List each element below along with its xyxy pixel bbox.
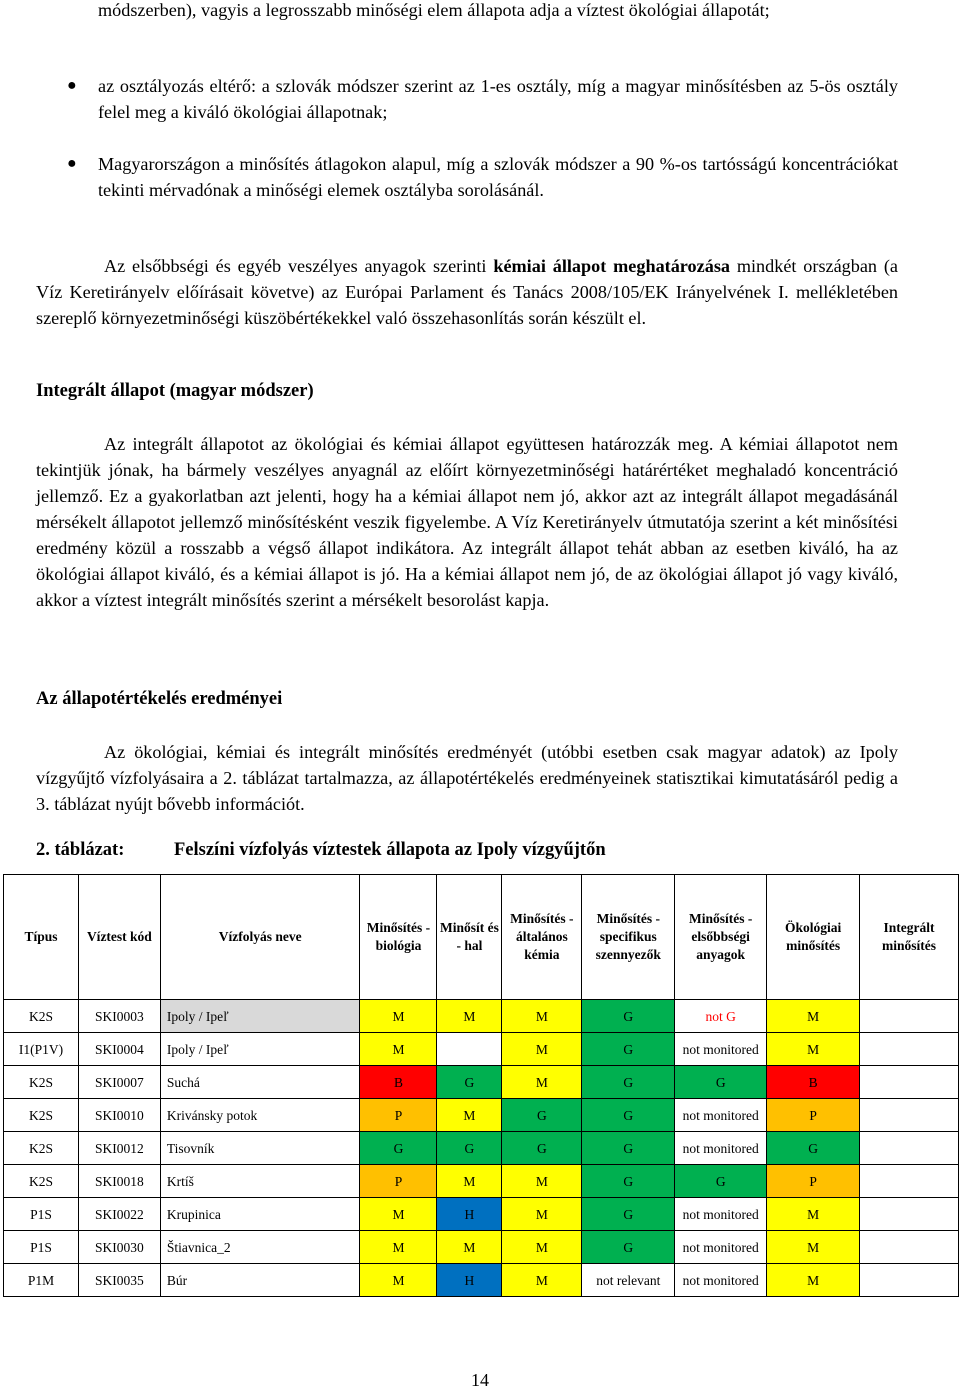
cell-type: K2S [4, 1066, 79, 1099]
cell-type: P1S [4, 1231, 79, 1264]
cell-code: SKI0007 [78, 1066, 160, 1099]
cell-integrated [860, 1198, 959, 1231]
table-caption-title: Felszíni vízfolyás víztestek állapota az Ipoly vízgyűjtőn [174, 840, 606, 860]
chemical-state-paragraph: Az elsőbbségi és egyéb veszélyes anyagok szerinti kémiai állapot meghatározása mindkét országban (a Víz Keretirányelv előírásait követve) az Európai Parlament és Tanács 2008/105/EK Irányelvének I. mellékletében szereplő környezetminőségi küszöbértékekkel való összehasonlítás során készült el. [36, 256, 899, 328]
cell-general-chemistry: M [502, 1198, 582, 1231]
cell-specific-pollutants: G [582, 1165, 675, 1198]
header-fish: Minősít és - hal [437, 875, 502, 1000]
cell-code: SKI0004 [78, 1033, 160, 1066]
header-type: Típus [4, 875, 79, 1000]
cell-fish: G [437, 1066, 502, 1099]
cell-name: Štiavnica_2 [160, 1231, 360, 1264]
cell-type: K2S [4, 1132, 79, 1165]
header-priority-substances: Minősítés - elsőbbségi anyagok [675, 875, 767, 1000]
cell-type: K2S [4, 1165, 79, 1198]
results-heading: Az állapotértékelés eredményei [36, 689, 283, 709]
table-row [4, 1165, 959, 1198]
table-row [4, 1198, 959, 1231]
table-row [4, 1231, 959, 1264]
cell-biology: M [360, 1264, 437, 1297]
cell-general-chemistry: M [502, 1033, 582, 1066]
cell-name: Búr [160, 1264, 360, 1297]
cell-name: Krivánsky potok [160, 1099, 360, 1132]
cell-general-chemistry: M [502, 1165, 582, 1198]
cell-name: Ipoly / Ipeľ [160, 1033, 360, 1066]
cell-code: SKI0012 [78, 1132, 160, 1165]
cell-specific-pollutants: G [582, 1000, 675, 1033]
cell-integrated [860, 1000, 959, 1033]
cell-integrated [860, 1132, 959, 1165]
integrated-state-paragraph: Az integrált állapotot az ökológiai és kémiai állapot együttesen határozzák meg. A kémiai állapotot nem tekintjük jónak, ha bármely veszélyes anyagnál az előírt környezetminőségi határértéket meghaladó koncentráció jellemző. Ez a gyakorlatban azt jelenti, hogy ha a kémiai állapot nem jó, akkor azt az integrált állapot megadásánál mérsékelt állapotot jellemző minősítésként veszik figyelembe. A Víz Keretirányelv útmutatója szerint a két minősítési eredmény közül a rosszabb a végső állapot indikátora. Az integrált állapot tehát abban az esetben kiváló, ha az ökológiai állapot kiváló, és a kémiai állapot is jó. Ha a kémiai állapot nem jó, de az ökológiai állapot jó vagy kiváló, akkor a víztest integrált minősítés szerint a mérsékelt besorolást kapja. [36, 434, 898, 610]
cell-priority-substances: not monitored [675, 1264, 767, 1297]
bullet-item [67, 73, 898, 125]
cell-priority-substances: not G [675, 1000, 767, 1033]
water-bodies-table [3, 874, 959, 1297]
cell-priority-substances: not monitored [675, 1198, 767, 1231]
cell-general-chemistry: G [502, 1099, 582, 1132]
cell-specific-pollutants: G [582, 1198, 675, 1231]
cell-priority-substances: not monitored [675, 1033, 767, 1066]
cell-fish: M [437, 1165, 502, 1198]
bullet-item [67, 151, 898, 203]
cell-name: Tisovník [160, 1132, 360, 1165]
header-ecological: Ökológiai minősítés [767, 875, 860, 1000]
table-row [4, 1033, 959, 1066]
cell-biology: P [360, 1165, 437, 1198]
cell-ecological: P [767, 1099, 860, 1132]
cell-specific-pollutants: G [582, 1132, 675, 1165]
cell-integrated [860, 1033, 959, 1066]
cell-code: SKI0030 [78, 1231, 160, 1264]
cell-name: Krtíš [160, 1165, 360, 1198]
cell-code: SKI0018 [78, 1165, 160, 1198]
page-number: 14 [471, 1370, 489, 1390]
table-caption-label: 2. táblázat: [36, 840, 125, 860]
cell-general-chemistry: M [502, 1000, 582, 1033]
cell-integrated [860, 1066, 959, 1099]
cell-biology: M [360, 1198, 437, 1231]
cell-biology: M [360, 1033, 437, 1066]
header-code: Víztest kód [78, 875, 160, 1000]
cell-ecological: M [767, 1000, 860, 1033]
continuation-paragraph: módszerben), vagyis a legrosszabb minőségi elem állapota adja a víztest ökológiai állapotát; [98, 0, 770, 20]
continuation-text [98, 0, 898, 23]
header-name: Vízfolyás neve [160, 875, 360, 1000]
cell-name: Krupinica [160, 1198, 360, 1231]
cell-specific-pollutants: G [582, 1231, 675, 1264]
header-general-chemistry: Minősítés - általános kémia [502, 875, 582, 1000]
cell-priority-substances: G [675, 1066, 767, 1099]
cell-fish [437, 1033, 502, 1066]
cell-integrated [860, 1165, 959, 1198]
cell-ecological: M [767, 1033, 860, 1066]
cell-priority-substances: not monitored [675, 1099, 767, 1132]
cell-general-chemistry: M [502, 1066, 582, 1099]
cell-ecological: G [767, 1132, 860, 1165]
cell-specific-pollutants: G [582, 1033, 675, 1066]
cell-ecological: P [767, 1165, 860, 1198]
cell-fish: M [437, 1000, 502, 1033]
cell-name: Ipoly / Ipeľ [160, 1000, 360, 1033]
header-integrated: Integrált minősítés [860, 875, 959, 1000]
cell-general-chemistry: M [502, 1231, 582, 1264]
cell-ecological: M [767, 1198, 860, 1231]
table-row [4, 1099, 959, 1132]
cell-fish: H [437, 1198, 502, 1231]
table-row [4, 1066, 959, 1099]
cell-type: I1(P1V) [4, 1033, 79, 1066]
cell-biology: B [360, 1066, 437, 1099]
cell-name: Suchá [160, 1066, 360, 1099]
integrated-state-heading: Integrált állapot (magyar módszer) [36, 381, 314, 401]
bullet-text: az osztályozás eltérő: a szlovák módszer szerint az 1-es osztály, míg a magyar minősítésben az 5-ös osztály felel meg a kiváló ökológiai állapotnak; [98, 76, 898, 122]
table-row [4, 1000, 959, 1033]
bullet-text: Magyarországon a minősítés átlagokon alapul, míg a szlovák módszer a 90 %-os tartósságú koncentrációkat tekinti mérvadónak a minőségi elemek osztályba sorolásánál. [98, 154, 898, 200]
cell-specific-pollutants: G [582, 1099, 675, 1132]
table-row [4, 1132, 959, 1165]
cell-specific-pollutants: not relevant [582, 1264, 675, 1297]
cell-priority-substances: not monitored [675, 1231, 767, 1264]
cell-code: SKI0035 [78, 1264, 160, 1297]
cell-general-chemistry: G [502, 1132, 582, 1165]
cell-type: P1M [4, 1264, 79, 1297]
bullet-icon: ● [67, 155, 77, 172]
cell-fish: M [437, 1099, 502, 1132]
cell-fish: H [437, 1264, 502, 1297]
cell-fish: G [437, 1132, 502, 1165]
cell-type: K2S [4, 1099, 79, 1132]
cell-integrated [860, 1264, 959, 1297]
cell-code: SKI0022 [78, 1198, 160, 1231]
cell-priority-substances: not monitored [675, 1132, 767, 1165]
cell-ecological: M [767, 1231, 860, 1264]
table-row [4, 1264, 959, 1297]
cell-code: SKI0010 [78, 1099, 160, 1132]
cell-general-chemistry: M [502, 1264, 582, 1297]
table-header-row [4, 875, 959, 1000]
cell-integrated [860, 1231, 959, 1264]
cell-code: SKI0003 [78, 1000, 160, 1033]
cell-biology: G [360, 1132, 437, 1165]
cell-ecological: B [767, 1066, 860, 1099]
chemical-state-bold: kémiai állapot meghatározása [493, 256, 730, 276]
cell-biology: M [360, 1000, 437, 1033]
cell-biology: M [360, 1231, 437, 1264]
header-specific-pollutants: Minősítés - specifikus szennyezők [582, 875, 675, 1000]
results-paragraph: Az ökológiai, kémiai és integrált minősítés eredményét (utóbbi esetben csak magyar adatok) az Ipoly vízgyűjtő vízfolyásaira a 2. táblázat tartalmazza, az állapotértékelés eredményeinek statisztikai kimutatásáról pedig a 3. táblázat nyújt bővebb információt. [36, 742, 898, 814]
cell-fish: M [437, 1231, 502, 1264]
cell-type: K2S [4, 1000, 79, 1033]
cell-ecological: M [767, 1264, 860, 1297]
bullet-icon: ● [67, 77, 77, 94]
cell-specific-pollutants: G [582, 1066, 675, 1099]
cell-type: P1S [4, 1198, 79, 1231]
cell-biology: P [360, 1099, 437, 1132]
cell-integrated [860, 1099, 959, 1132]
cell-priority-substances: G [675, 1165, 767, 1198]
header-biology: Minősítés - biológia [360, 875, 437, 1000]
